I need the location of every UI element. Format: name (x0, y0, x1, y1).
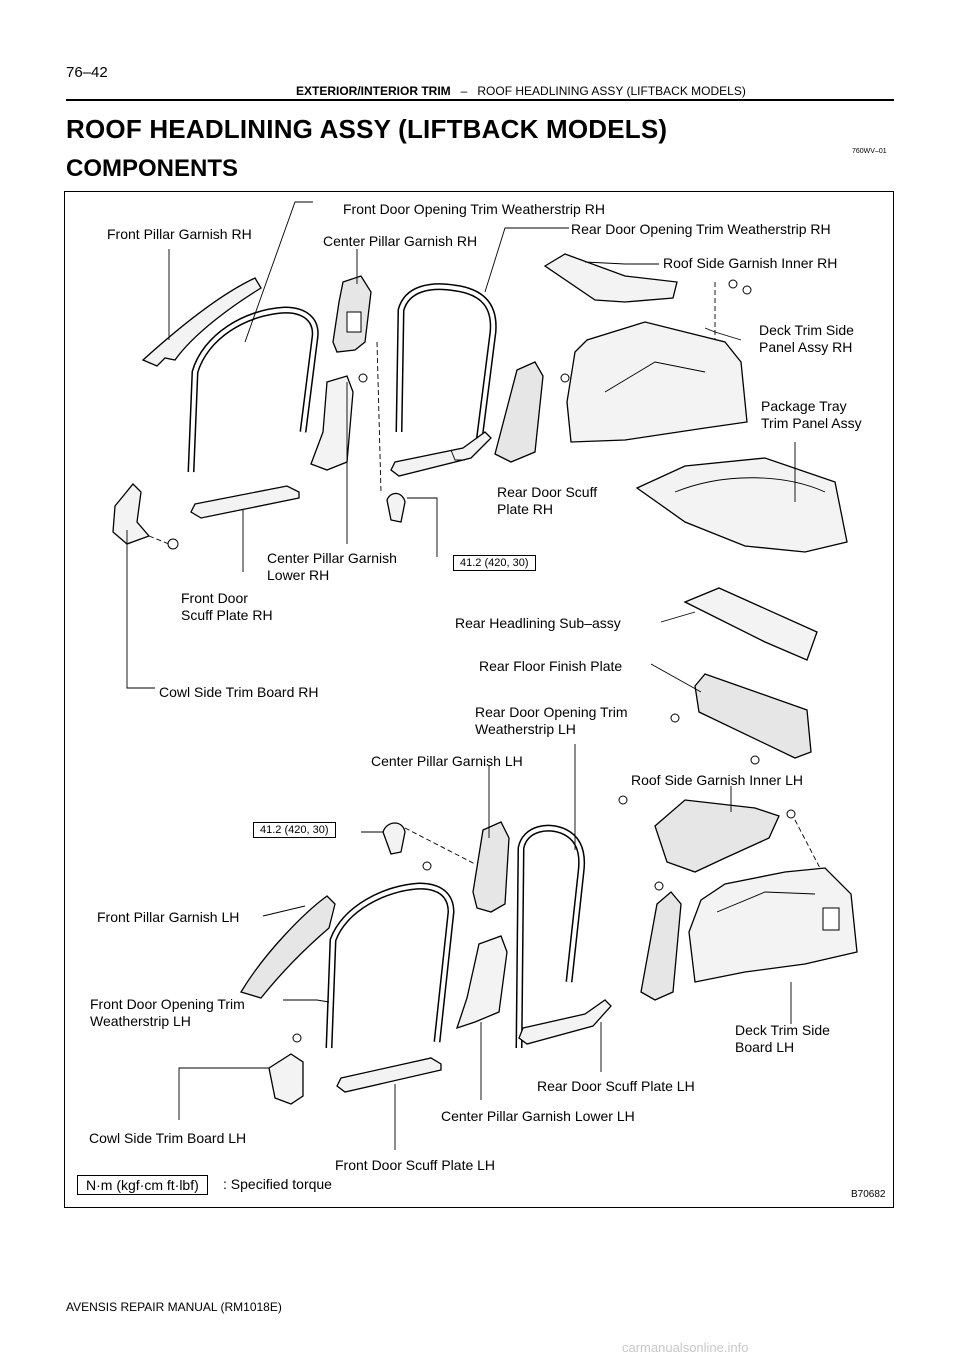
header-rule (66, 99, 894, 101)
footer: AVENSIS REPAIR MANUAL (RM1018E) (66, 1300, 282, 1314)
label-center-pillar-garnish-rh: Center Pillar Garnish RH (323, 233, 478, 249)
front-door-scuff-plate-rh-part (191, 486, 299, 518)
label-front-door-opening-trim-weatherstrip-rh: Front Door Opening Trim Weatherstrip RH (343, 201, 605, 217)
section-title: COMPONENTS (66, 155, 239, 182)
watermark: carmanualsonline.info (622, 1340, 749, 1355)
rear-door-scuff-plate-lh-part (519, 1000, 611, 1044)
rear-door-scuff-plate-rh-part (391, 432, 491, 476)
quarter-trim-piece-rh-part (495, 362, 543, 462)
rear-door-weatherstrip-rh-part (399, 287, 493, 442)
deck-trim-side-panel-rh-part (567, 322, 747, 442)
package-tray-trim-panel-part (637, 458, 847, 552)
label-front-pillar-garnish-lh: Front Pillar Garnish LH (97, 909, 240, 925)
center-pillar-garnish-lh-part (473, 822, 509, 912)
label-rear-door-opening-trim-weatherstrip-lh: Rear Door Opening Trim Weatherstrip LH (475, 704, 628, 737)
front-door-weatherstrip-rh-part (191, 310, 315, 472)
label-rear-door-opening-trim-weatherstrip-rh: Rear Door Opening Trim Weatherstrip RH (571, 221, 831, 237)
page-number: 76–42 (66, 64, 108, 81)
quarter-trim-piece-lh-part (641, 892, 681, 1000)
components-figure (64, 191, 894, 1208)
label-roof-side-garnish-inner-lh: Roof Side Garnish Inner LH (631, 772, 803, 788)
label-front-door-scuff-plate-lh: Front Door Scuff Plate LH (335, 1157, 496, 1173)
header-section: EXTERIOR/INTERIOR TRIM (296, 84, 451, 98)
roof-side-garnish-inner-rh-part (545, 254, 677, 302)
label-front-door-opening-trim-weatherstrip-lh: Front Door Opening Trim Weatherstrip LH (90, 996, 245, 1029)
center-pillar-garnish-lower-lh-part (457, 936, 507, 1028)
rear-floor-finish-plate-part (695, 674, 811, 758)
roof-side-garnish-inner-lh-part (655, 800, 779, 872)
label-center-pillar-garnish-lh: Center Pillar Garnish LH (371, 753, 523, 769)
label-roof-side-garnish-inner-rh: Roof Side Garnish Inner RH (663, 255, 838, 271)
front-door-scuff-plate-lh-part (337, 1058, 441, 1092)
label-cowl-side-trim-board-lh: Cowl Side Trim Board LH (89, 1130, 247, 1146)
label-rear-door-scuff-plate-rh: Rear Door Scuff Plate RH (497, 484, 598, 517)
front-pillar-garnish-lh-part (241, 896, 335, 998)
rear-headlining-sub-assy-part (685, 588, 817, 660)
label-front-pillar-garnish-rh: Front Pillar Garnish RH (107, 226, 252, 242)
label-package-tray-trim-panel-assy: Package Tray Trim Panel Assy (761, 398, 862, 431)
label-deck-trim-side-board-lh: Deck Trim Side Board LH (735, 1022, 830, 1055)
label-front-door-scuff-plate-rh: Front Door Scuff Plate RH (181, 590, 273, 623)
header-subsection: ROOF HEADLINING ASSY (LIFTBACK MODELS) (477, 84, 746, 98)
label-rear-headlining-sub-assy: Rear Headlining Sub–assy (455, 615, 621, 631)
torque-spec-rh: 41.2 (420, 30) (453, 555, 536, 571)
torque-legend-text: : Specified torque (223, 1176, 332, 1192)
seat-belt-anchor-rh-part (387, 493, 405, 522)
label-cowl-side-trim-board-rh: Cowl Side Trim Board RH (159, 684, 319, 700)
figure-code: B70682 (851, 1189, 886, 1200)
label-rear-floor-finish-plate: Rear Floor Finish Plate (479, 658, 623, 674)
cowl-side-trim-board-lh-part (269, 1054, 303, 1104)
running-header (296, 84, 746, 98)
page-title: ROOF HEADLINING ASSY (LIFTBACK MODELS) (66, 114, 668, 144)
seat-belt-anchor-lh-part (383, 823, 405, 854)
cowl-side-trim-board-rh-part (113, 484, 149, 544)
label-center-pillar-garnish-lower-lh: Center Pillar Garnish Lower LH (441, 1108, 635, 1124)
label-deck-trim-side-panel-assy-rh: Deck Trim Side Panel Assy RH (759, 322, 854, 355)
label-rear-door-scuff-plate-lh: Rear Door Scuff Plate LH (537, 1078, 695, 1094)
document-code: 760WV–01 (852, 148, 887, 155)
label-center-pillar-garnish-lower-rh: Center Pillar Garnish Lower RH (267, 550, 397, 583)
torque-legend-unit: N·m (kgf·cm ft·lbf) (77, 1175, 208, 1195)
torque-spec-lh: 41.2 (420, 30) (253, 822, 336, 838)
front-door-weatherstrip-lh-part (329, 886, 451, 1048)
header-separator: – (460, 84, 468, 98)
